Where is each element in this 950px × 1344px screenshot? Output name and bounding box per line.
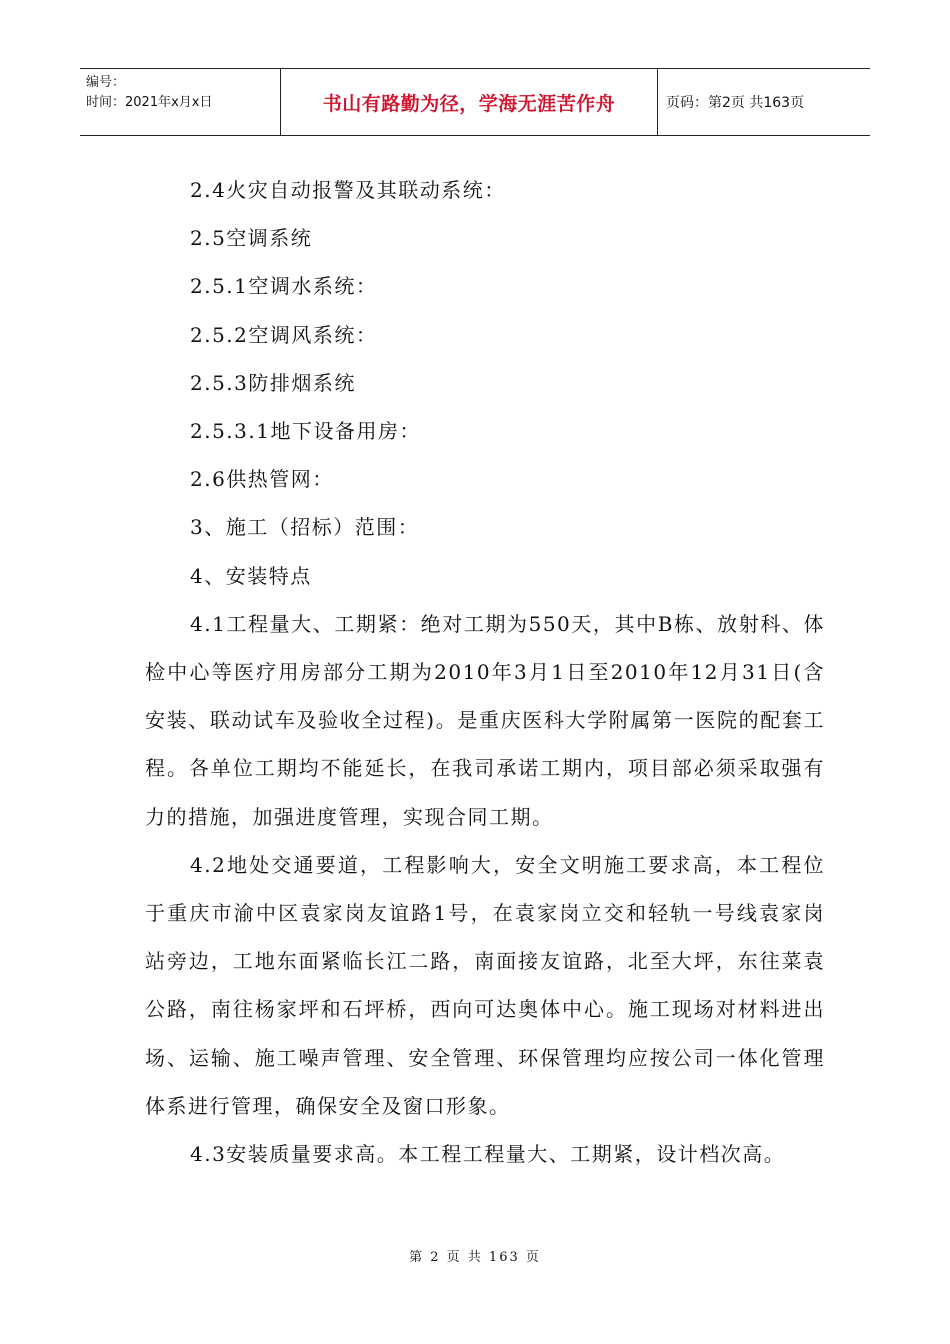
code-label: 编号： — [86, 75, 126, 90]
heading-2-6: 2.6供热管网： — [190, 467, 334, 492]
header-motto: 书山有路勤为径，学海无涯苦作舟 — [281, 69, 658, 135]
paragraph-4-1: 4.1工程量大、工期紧：绝对工期为550天，其中B栋、放射科、体检中心等医疗用房部分工期为2010年3月1日至2010年12月31日(含安装、联动试车及验收全过程)。是重庆医科大学附属第一医院的配套工程。各单位工期均不能延长，在我司承诺工期内，项目部必须采取强有力的措施，加强进度管理，实现合同工期。 — [145, 611, 825, 829]
time-label: 时间：2021年x月x日 — [86, 95, 213, 110]
page-header — [80, 68, 870, 136]
heading-3: 3、施工（招标）范围： — [190, 515, 420, 540]
document-body — [145, 166, 825, 1178]
header-meta — [80, 69, 281, 135]
heading-2-5-2: 2.5.2空调风系统： — [190, 322, 378, 347]
heading-2-5-3: 2.5.3防排烟系统 — [190, 370, 356, 395]
heading-2-5-1: 2.5.1空调水系统： — [190, 274, 378, 299]
paragraph-4-2: 4.2地处交通要道，工程影响大，安全文明施工要求高，本工程位于重庆市渝中区袁家岗友谊路1号，在袁家岗立交和轻轨一号线袁家岗站旁边，工地东面紧临长江二路，南面接友谊路，北至大坪，东往菜袁公路，南往杨家坪和石坪桥，西向可达奥体中心。施工现场对材料进出场、运输、施工噪声管理、安全管理、环保管理均应按公司一体化管理体系进行管理，确保安全及窗口形象。 — [145, 852, 825, 1118]
heading-4: 4、安装特点 — [190, 563, 312, 588]
paragraph-4-3: 4.3安装质量要求高。本工程工程量大、工期紧，设计档次高。 — [190, 1142, 786, 1167]
header-page-info: 页码：第2页 共163页 — [666, 95, 805, 111]
heading-2-5: 2.5空调系统 — [190, 226, 313, 251]
heading-2-5-3-1: 2.5.3.1地下设备用房： — [190, 419, 421, 444]
heading-2-4: 2.4火灾自动报警及其联动系统： — [190, 178, 506, 202]
page-footer: 第 2 页 共 163 页 — [409, 1250, 541, 1265]
